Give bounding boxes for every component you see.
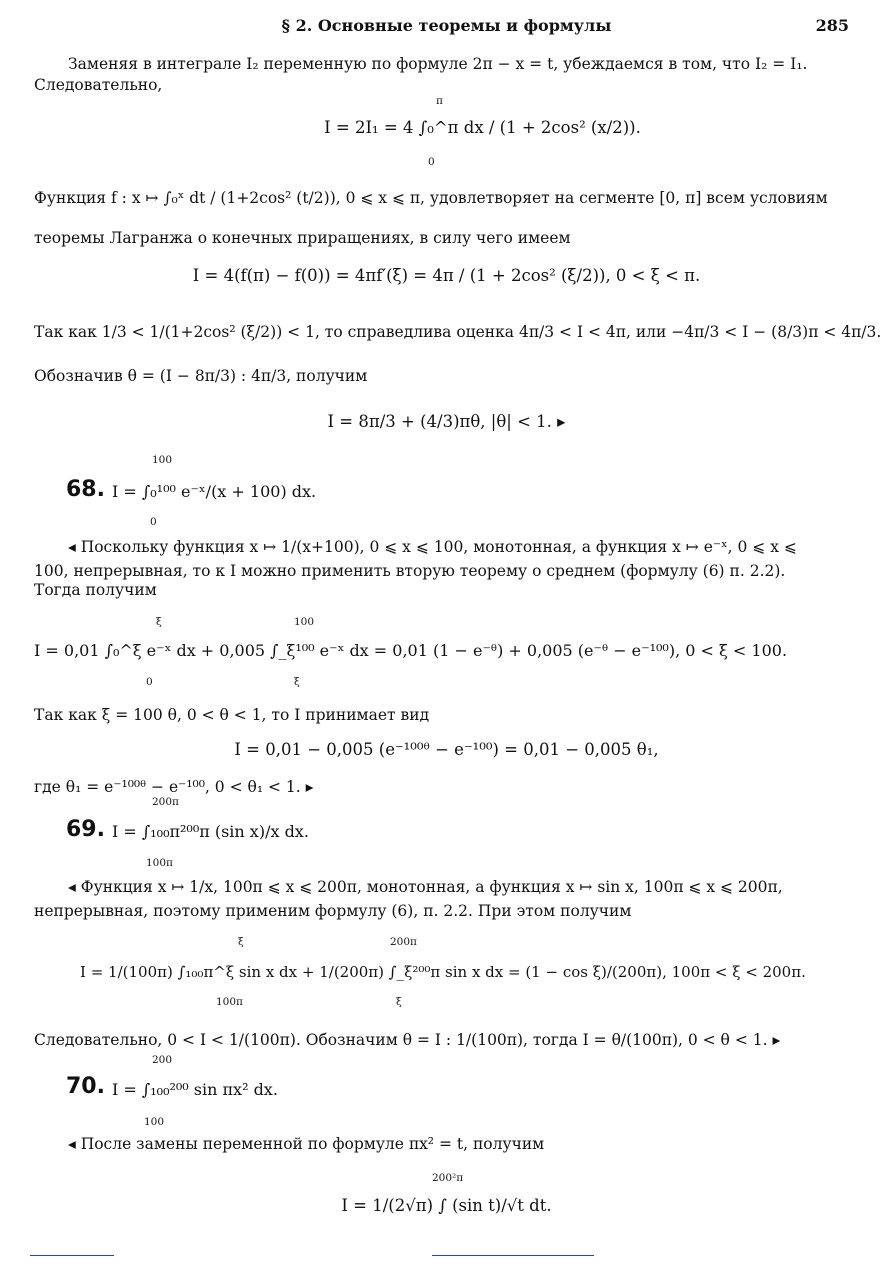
text-line: Функция f : x ↦ ∫₀ˣ dt / (1+2cos² (t/2)), 0 ⩽ x ⩽ π, удовлетворяет на сегменте [0, π] всем условиям xyxy=(34,189,828,207)
problem-number: 68. xyxy=(66,477,105,502)
problem-number: 70. xyxy=(66,1074,105,1099)
text-line: непрерывная, поэтому применим формулу (6), п. 2.2. При этом получим xyxy=(34,902,632,920)
lower-limit: 0 xyxy=(428,156,435,168)
upper-limit: π xyxy=(436,95,443,107)
footer-rule-left xyxy=(30,1255,114,1256)
upper-limit: 200π xyxy=(152,796,179,808)
text-line: где θ₁ = e⁻¹⁰⁰ᶿ − e⁻¹⁰⁰, 0 < θ₁ < 1. ▸ xyxy=(34,778,314,796)
lower-limit: 100π xyxy=(216,996,243,1008)
upper-limit: 200 xyxy=(152,1054,173,1066)
text-line: теоремы Лагранжа о конечных приращениях, в силу чего имеем xyxy=(34,229,571,247)
text-line: Так как ξ = 100 θ, 0 < θ < 1, то I принимает вид xyxy=(34,706,430,724)
upper-limit: 100 xyxy=(294,616,315,628)
lower-limit: 0 xyxy=(150,516,157,528)
text-line: ◂ Функция x ↦ 1/x, 100π ⩽ x ⩽ 200π, монотонная, а функция x ↦ sin x, 100π ⩽ x ⩽ 200π, xyxy=(68,878,783,896)
lower-limit: 0 xyxy=(146,676,153,688)
display-equation: I = 4(f(π) − f(0)) = 4πf′(ξ) = 4π / (1 + 2cos² (ξ/2)), 0 < ξ < π. xyxy=(192,266,701,285)
text-line: Заменяя в интеграле I₂ переменную по формуле 2π − x = t, убеждаемся в том, что I₂ = I₁. xyxy=(68,55,808,73)
lower-limit: 100π xyxy=(146,857,173,869)
text-line: Следовательно, 0 < I < 1/(100π). Обозначим θ = I : 1/(100π), тогда I = θ/(100π), 0 < θ < 1. ▸ xyxy=(34,1031,781,1049)
text-line: ◂ Поскольку функция x ↦ 1/(x+100), 0 ⩽ x ⩽ 100, монотонная, а функция x ↦ e⁻ˣ, 0 ⩽ x ⩽ xyxy=(68,538,797,556)
footer-rule-right xyxy=(432,1255,594,1256)
problem-integral: I = ∫₁₀₀π²⁰⁰π (sin x)/x dx. xyxy=(112,822,309,841)
upper-limit: 200π xyxy=(390,936,417,948)
problem-integral: I = ∫₁₀₀²⁰⁰ sin πx² dx. xyxy=(112,1080,278,1099)
display-equation: I = 0,01 − 0,005 (e⁻¹⁰⁰ᶿ − e⁻¹⁰⁰) = 0,01 − 0,005 θ₁, xyxy=(234,740,659,759)
lower-limit: ξ xyxy=(294,676,300,688)
upper-limit: ξ xyxy=(238,936,244,948)
text-line: Тогда получим xyxy=(34,581,157,599)
display-equation: I = 1/(100π) ∫₁₀₀π^ξ sin x dx + 1/(200π) ∫_ξ²⁰⁰π sin x dx = (1 − cos ξ)/(200π), 100π < ξ < 200π. xyxy=(80,963,806,981)
lower-limit: ξ xyxy=(396,996,402,1008)
upper-limit: 100 xyxy=(152,454,173,466)
upper-limit: 200²π xyxy=(432,1172,464,1184)
problem-number: 69. xyxy=(66,817,105,842)
text-line: Обозначив θ = (I − 8π/3) : 4π/3, получим xyxy=(34,367,368,385)
display-equation: I = 1/(2√π) ∫ (sin t)/√t dt. xyxy=(341,1196,552,1215)
text-line: ◂ После замены переменной по формуле πx² = t, получим xyxy=(68,1135,545,1153)
lower-limit: 100 xyxy=(144,1116,165,1128)
text-line: Так как 1/3 < 1/(1+2cos² (ξ/2)) < 1, то справедлива оценка 4π/3 < I < 4π, или −4π/3 < I − (8/3)π < 4π/3. xyxy=(34,323,882,341)
text-line: Следовательно, xyxy=(34,76,163,94)
display-equation: I = 2I₁ = 4 ∫₀^π dx / (1 + 2cos² (x/2)). xyxy=(324,118,641,137)
display-equation: I = 0,01 ∫₀^ξ e⁻ˣ dx + 0,005 ∫_ξ¹⁰⁰ e⁻ˣ dx = 0,01 (1 − e⁻ᶿ) + 0,005 (e⁻ᶿ − e⁻¹⁰⁰), 0 < ξ < 100. xyxy=(34,641,788,660)
running-head: § 2. Основные теоремы и формулы xyxy=(281,16,612,35)
page-number: 285 xyxy=(815,16,849,35)
problem-integral: I = ∫₀¹⁰⁰ e⁻ˣ/(x + 100) dx. xyxy=(112,482,317,501)
text-line: 100, непрерывная, то к I можно применить вторую теорему о среднем (формулу (6) п. 2.2). xyxy=(34,562,786,580)
upper-limit: ξ xyxy=(156,616,162,628)
display-equation: I = 8π/3 + (4/3)πθ, |θ| < 1. ▸ xyxy=(327,412,566,431)
